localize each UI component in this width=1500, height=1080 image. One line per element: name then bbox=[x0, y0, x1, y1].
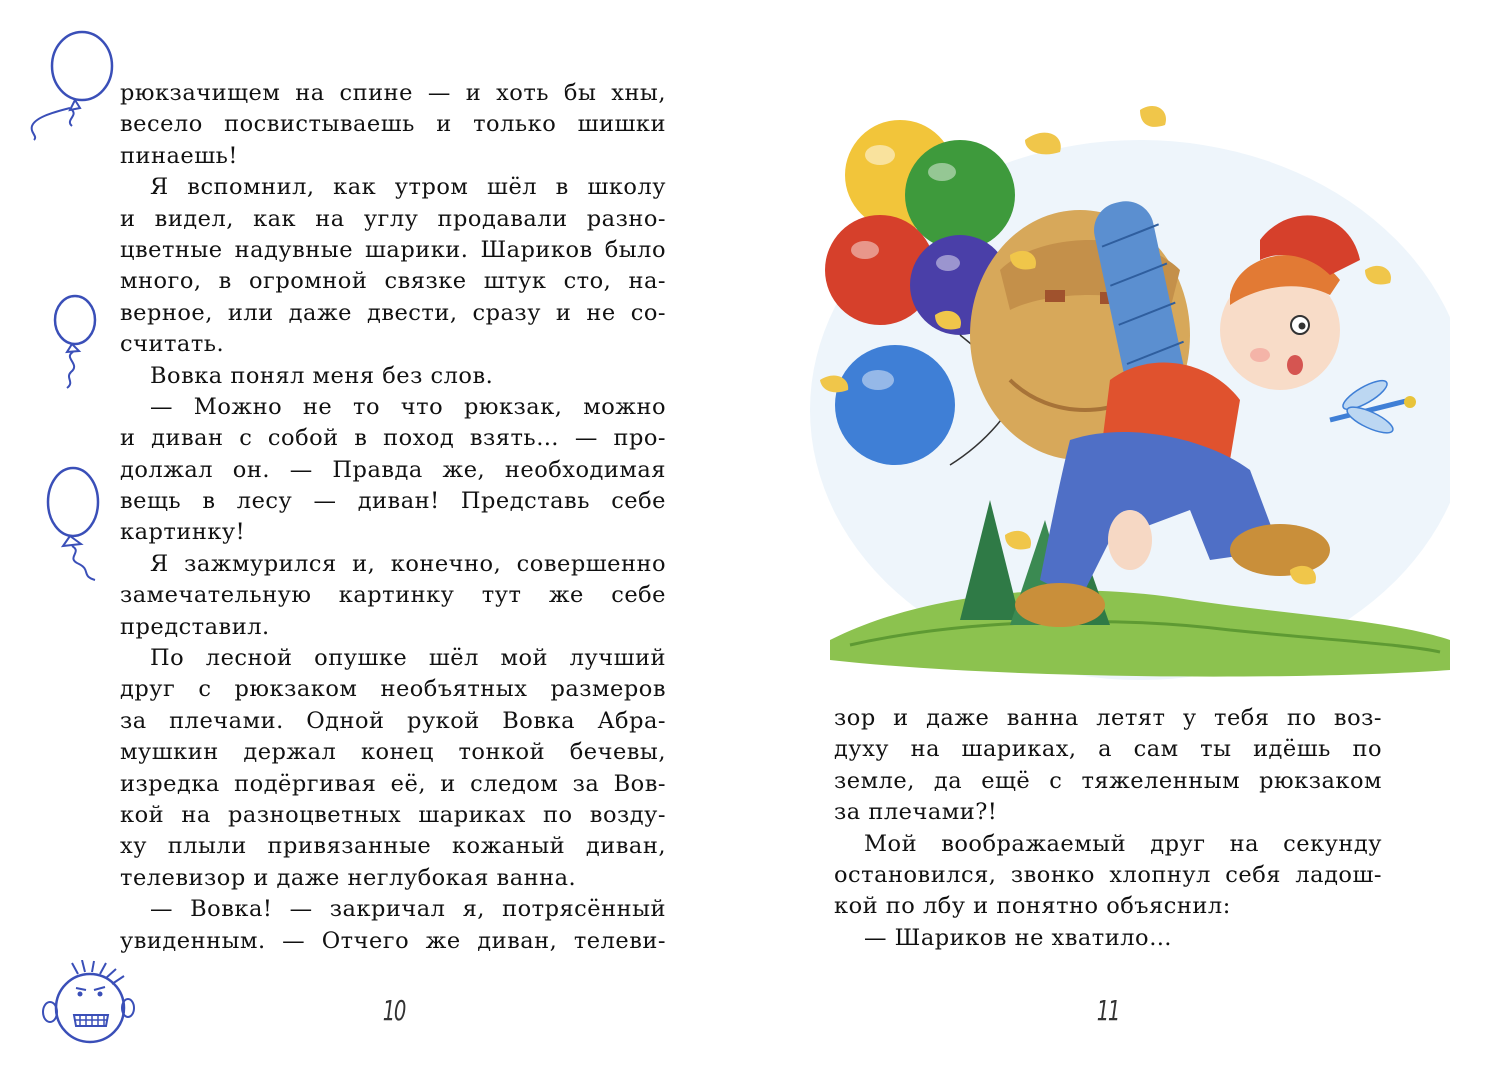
text-line: — Можно не то что рюкзак, можно bbox=[150, 393, 666, 420]
page-number: 10 bbox=[382, 994, 405, 1027]
text-line: верное, или даже двести, сразу и не со- bbox=[120, 299, 666, 326]
right-page bbox=[750, 0, 1500, 1080]
text-line: зор и даже ванна летят у тебя по воз- bbox=[834, 705, 1382, 731]
text-line: рюкзачищем на спине — и хоть бы хны, bbox=[120, 80, 666, 106]
text-line: замечательную картинку тут же себе bbox=[120, 582, 666, 609]
text-line: много, в огромной связке штук сто, на- bbox=[120, 268, 666, 295]
text-line: и диван с собой в поход взять… — про- bbox=[120, 425, 666, 452]
text-line: Я вспомнил, как утром шёл в школу bbox=[150, 174, 666, 201]
balloon-doodle-icon bbox=[35, 460, 115, 585]
text-line: весело посвистываешь и только шишки bbox=[120, 111, 666, 138]
left-page-text bbox=[120, 78, 666, 957]
text-line: — Вовка! — закричал я, потрясённый bbox=[150, 896, 666, 923]
text-line: Я зажмурился и, конечно, совершенно bbox=[150, 550, 666, 577]
text-line: мушкин держал конец тонкой бечевы, bbox=[120, 739, 666, 766]
text-line: телевизор и даже неглубокая ванна. bbox=[120, 864, 577, 891]
balloon-doodle-icon bbox=[20, 18, 120, 143]
text-line: и видел, как на углу продавали разно- bbox=[120, 205, 666, 232]
text-line: вещь в лесу — диван! Представь себе bbox=[120, 488, 666, 515]
text-line: считать. bbox=[120, 331, 225, 358]
text-line: духу на шариках, а сам ты идёшь по bbox=[834, 736, 1382, 763]
text-line: представил. bbox=[120, 613, 270, 640]
text-line: картинку! bbox=[120, 519, 246, 546]
text-line: ху плыли привязанные кожаный диван, bbox=[120, 833, 666, 860]
text-line: цветные надувные шарики. Шариков было bbox=[120, 236, 666, 263]
text-line: изредка подёргивая её, и следом за Вов- bbox=[120, 770, 666, 797]
text-line: — Шариков не хватило… bbox=[864, 924, 1173, 951]
text-line: за плечами?! bbox=[834, 799, 998, 826]
kid-face-doodle-icon bbox=[30, 960, 140, 1050]
boy-with-balloons-illustration bbox=[810, 80, 1450, 680]
right-page-text bbox=[834, 703, 1382, 954]
text-line: друг с рюкзаком необъятных размеров bbox=[120, 676, 666, 703]
text-line: земле, да ещё с тяжеленным рюкзаком bbox=[834, 767, 1382, 794]
text-line: кой по лбу и понятно объяснил: bbox=[834, 893, 1231, 920]
balloon-doodle-icon bbox=[45, 292, 105, 392]
text-line: остановился, звонко хлопнул себя ладош- bbox=[834, 861, 1382, 888]
text-line: Мой воображаемый друг на секунду bbox=[864, 830, 1382, 857]
text-line: за плечами. Одной рукой Вовка Абра- bbox=[120, 707, 666, 734]
page-number: 11 bbox=[1096, 994, 1119, 1027]
text-line: пинаешь! bbox=[120, 142, 238, 169]
text-line: По лесной опушке шёл мой лучший bbox=[150, 645, 666, 672]
text-line: кой на разноцветных шариках по возду- bbox=[120, 801, 666, 828]
text-line: должал он. — Правда же, необходимая bbox=[120, 456, 666, 483]
text-line: увиденным. — Отчего же диван, телеви- bbox=[120, 927, 666, 954]
text-line: Вовка понял меня без слов. bbox=[150, 362, 494, 389]
